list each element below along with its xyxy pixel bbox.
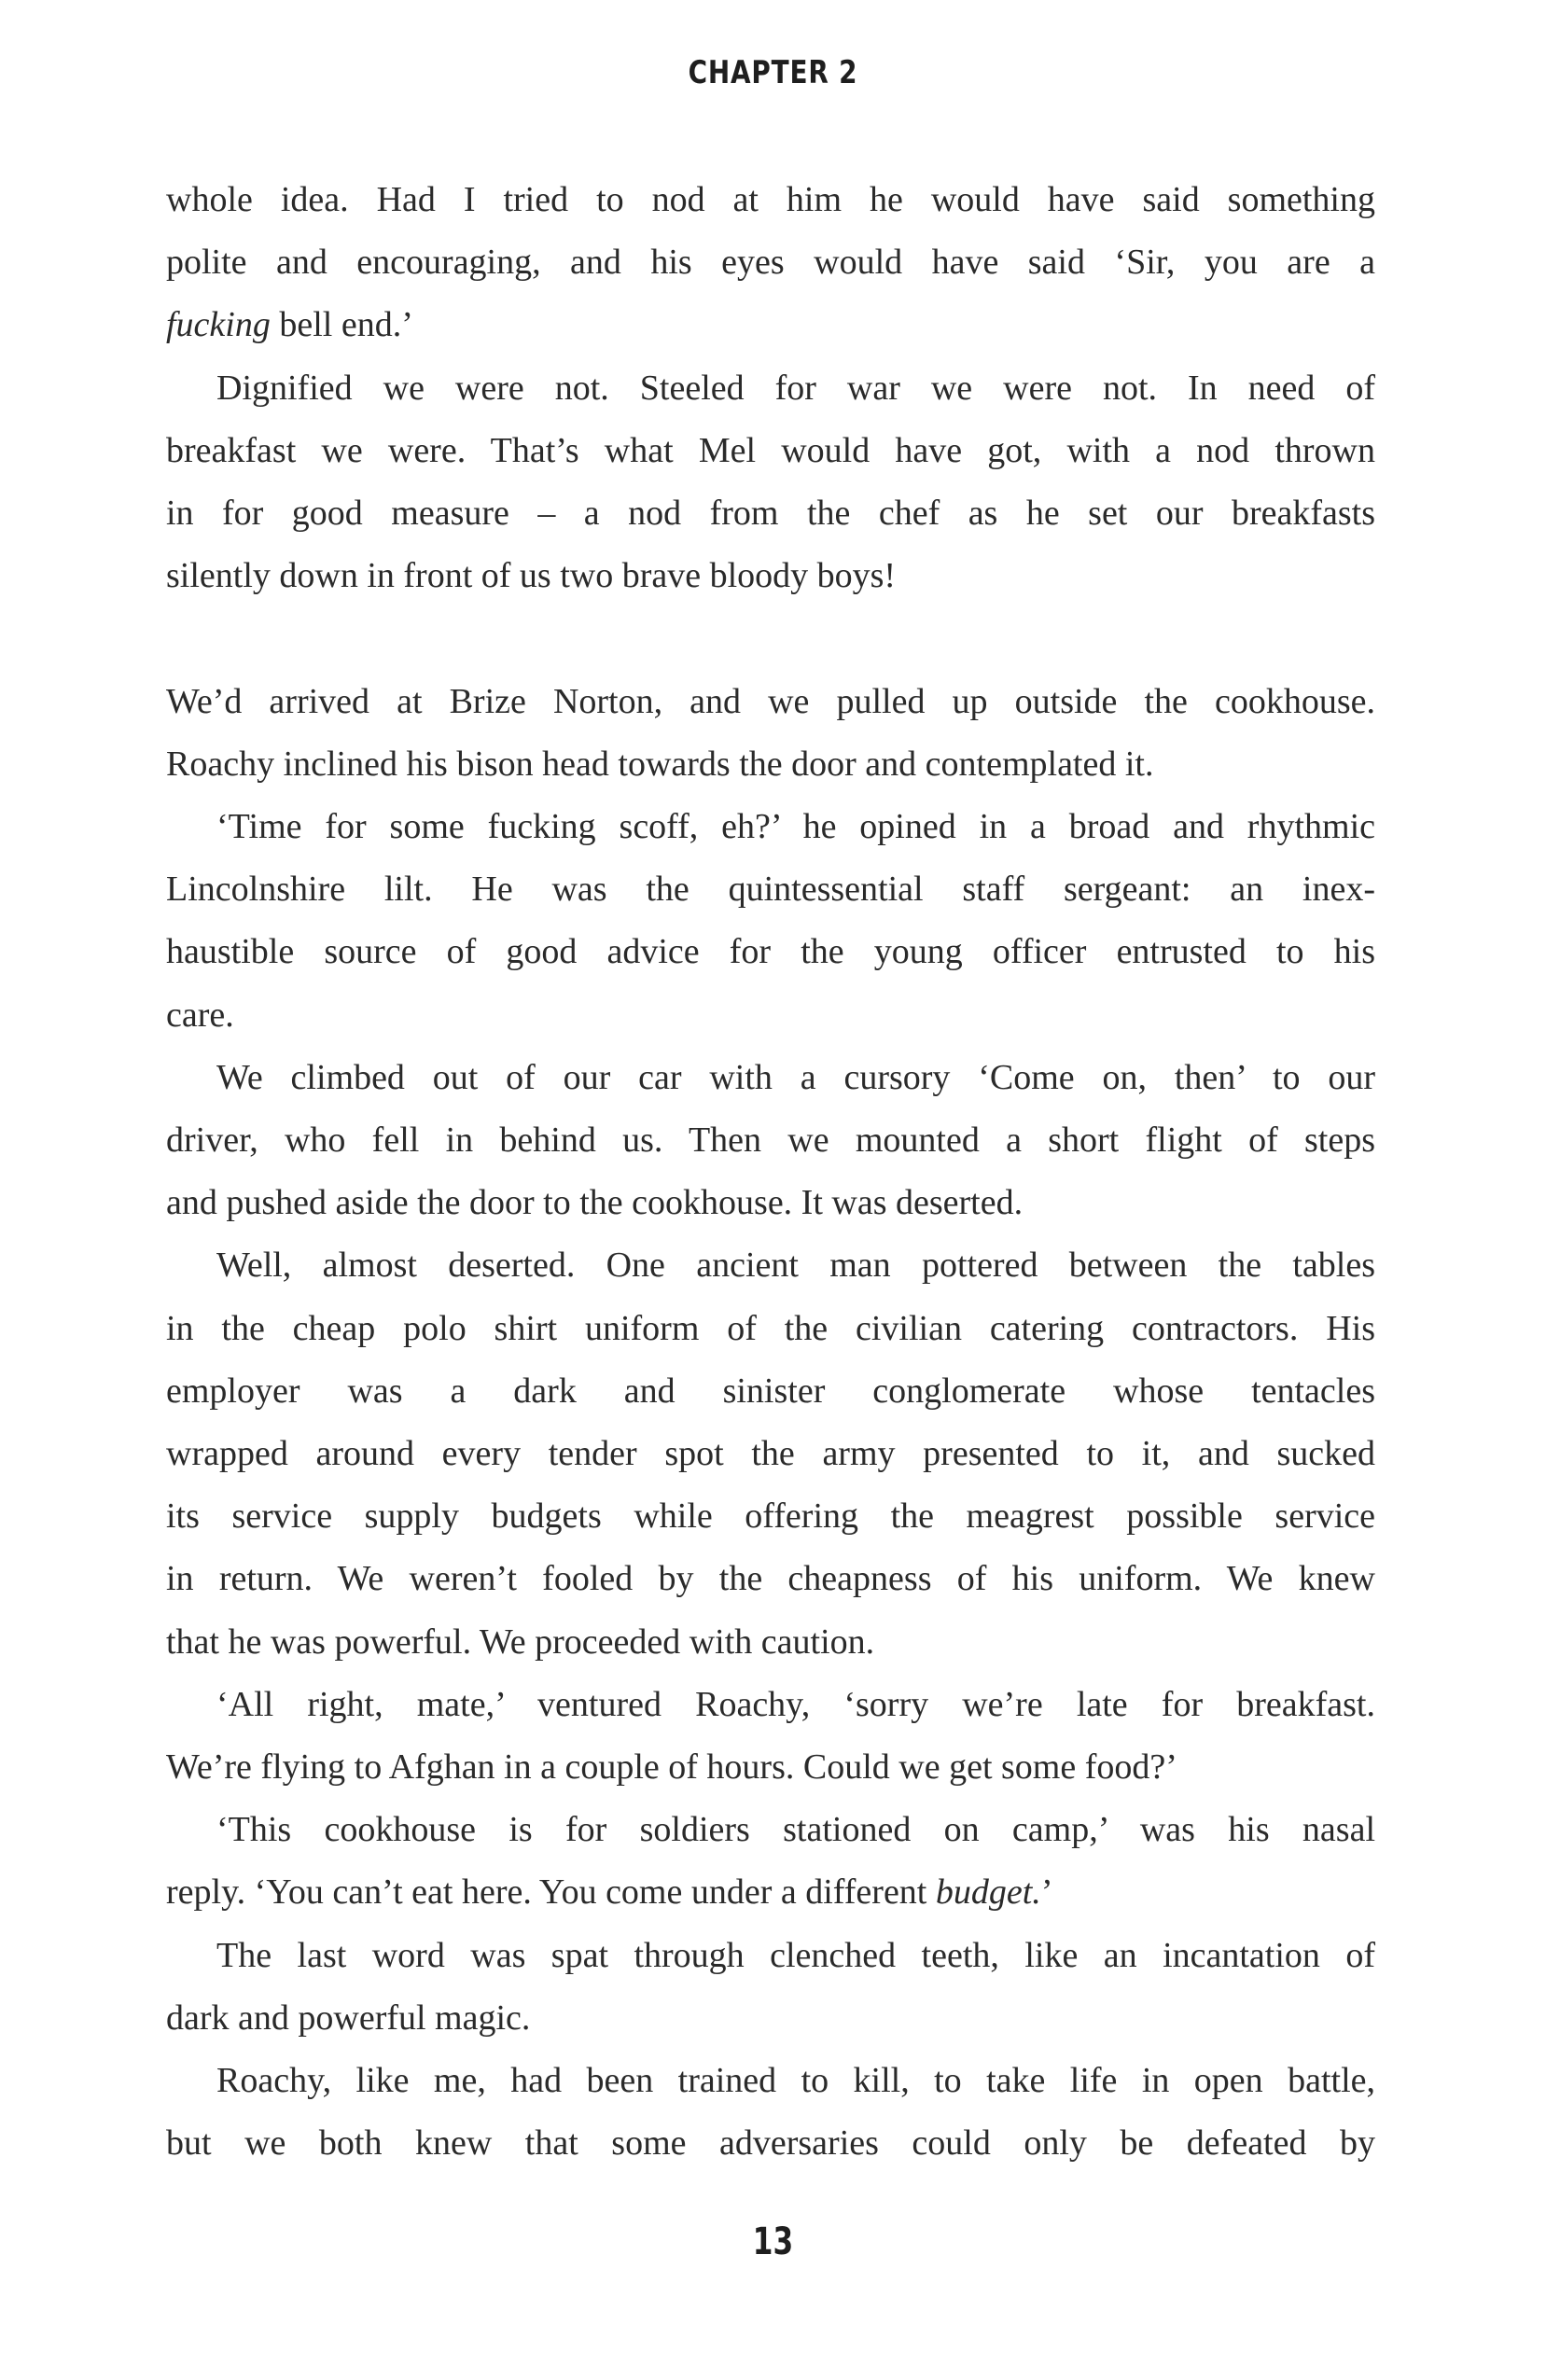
text-line: employer was a dark and sinister conglomerate whose tentacles: [166, 1371, 1375, 1411]
text-line: care.: [166, 995, 234, 1035]
text-line: ‘Time for some fucking scoff, eh?’ he opined in a broad and rhythmic: [216, 807, 1375, 847]
text-line: Roachy, like me, had been trained to kill, to take life in open battle,: [216, 2061, 1375, 2101]
text-line: Lincolnshire lilt. He was the quintessential staff sergeant: an inex-: [166, 870, 1375, 910]
text-line: haustible source of good advice for the young officer entrusted to his: [166, 932, 1375, 972]
text-line: driver, who fell in behind us. Then we mounted a short flight of steps: [166, 1120, 1375, 1161]
text-line: ‘This cookhouse is for soldiers stationed on camp,’ was his nasal: [216, 1810, 1375, 1850]
text-line: but we both knew that some adversaries could only be defeated by: [166, 2123, 1375, 2164]
text-line: wrapped around every tender spot the army presented to it, and sucked: [166, 1434, 1375, 1474]
text-line: whole idea. Had I tried to nod at him he would have said something: [166, 180, 1375, 219]
text-line: its service supply budgets while offering the meagrest possible service: [166, 1496, 1375, 1537]
text-line: dark and powerful magic.: [166, 1997, 531, 2038]
page-number: 13: [752, 2220, 794, 2263]
text-line: We’re flying to Afghan in a couple of hours. Could we get some food?’: [166, 1747, 1177, 1788]
text-line: Well, almost deserted. One ancient man pottered between the tables: [216, 1246, 1375, 1286]
text-line: in the cheap polo shirt uniform of the civilian catering contractors. His: [166, 1308, 1375, 1348]
body-text: [166, 169, 1375, 2175]
text-line: in return. We weren’t fooled by the cheapness of his uniform. We knew: [166, 1559, 1375, 1599]
text-line: Dignified we were not. Steeled for war we were not. In need of: [216, 368, 1375, 408]
text-line: fucking bell end.’: [166, 305, 413, 345]
text-line: Roachy inclined his bison head towards the door and contemplated it.: [166, 744, 1154, 784]
text-line: silently down in front of us two brave bloody boys!: [166, 556, 897, 596]
text-line: ‘All right, mate,’ ventured Roachy, ‘sorry we’re late for breakfast.: [216, 1684, 1375, 1724]
text-line: breakfast we were. That’s what Mel would have got, with a nod thrown: [166, 430, 1375, 470]
text-line: polite and encouraging, and his eyes would have said ‘Sir, you are a: [166, 243, 1375, 283]
running-head: CHAPTER 2: [688, 54, 858, 91]
text-line: We climbed out of our car with a cursory ‘Come on, then’ to our: [216, 1057, 1375, 1097]
text-line: We’d arrived at Brize Norton, and we pulled up outside the cookhouse.: [166, 681, 1375, 721]
section-break: [166, 607, 1375, 670]
text-line: The last word was spat through clenched teeth, like an incantation of: [216, 1935, 1375, 1975]
text-line: in for good measure – a nod from the chef as he set our breakfasts: [166, 494, 1375, 534]
text-line: that he was powerful. We proceeded with caution.: [166, 1621, 875, 1662]
text-line: and pushed aside the door to the cookhouse. It was deserted.: [166, 1183, 1024, 1223]
text-line: reply. ‘You can’t eat here. You come under a different budget.’: [166, 1872, 1053, 1913]
